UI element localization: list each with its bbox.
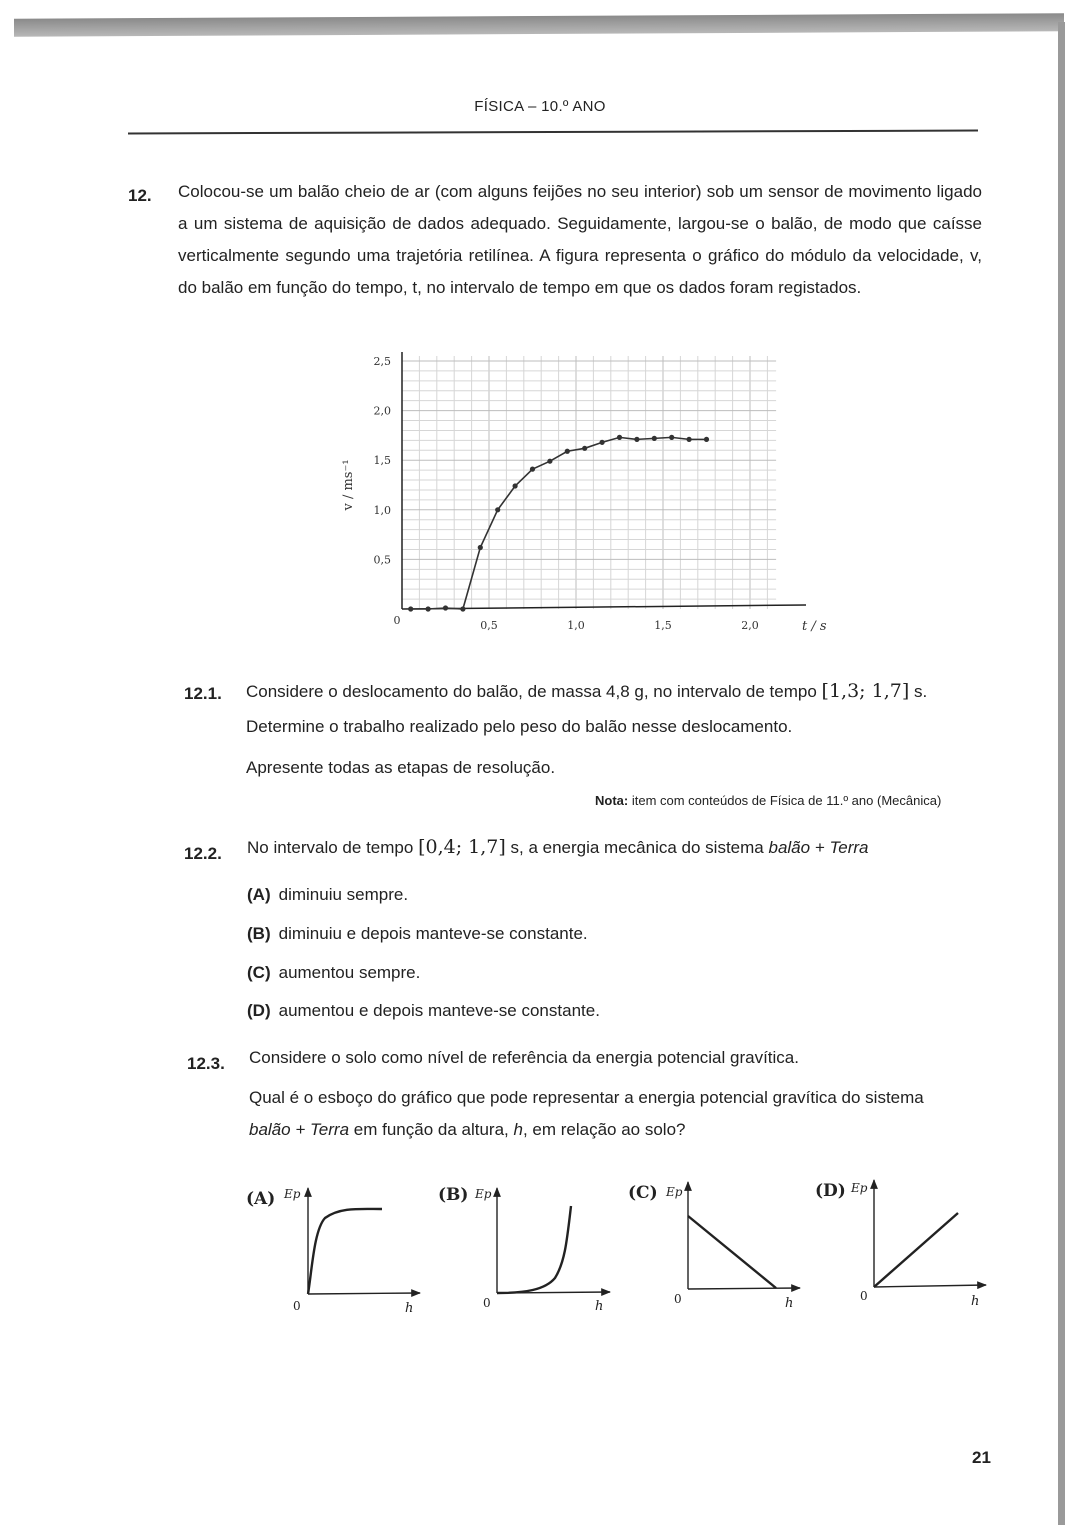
graph-b-xlabel: h (595, 1299, 604, 1314)
y-tick-label: 0,5 (373, 553, 391, 567)
question-12-3-line1: Considere o solo como nível de referência da energia potencial gravítica. (249, 1048, 799, 1067)
option-c-letter: (C) (247, 963, 271, 982)
graph-a-curve (308, 1209, 382, 1294)
graph-c-xlabel: h (785, 1296, 794, 1311)
data-point (443, 605, 448, 610)
data-point (478, 545, 483, 550)
x-tick-label: 1,5 (654, 619, 672, 632)
graph-a-letter: (A) (246, 1189, 276, 1209)
option-c[interactable] (247, 963, 420, 983)
graph-option-c (628, 1182, 800, 1311)
question-12-3-number: 12.3. (187, 1054, 225, 1073)
note-text: item com conteúdos de Física de 11.º ano (Mecânica) (631, 793, 942, 808)
question-12-1-note (595, 793, 941, 808)
graph-c-ylabel: Ep (666, 1185, 683, 1199)
question-12-text: Colocou-se um balão cheio de ar (com alguns feijões no seu interior) sob um sensor de movimento ligado a um sistema de aquisição de dados adequado. Seguidamente, largou-se o balão, de modo que caísse verticalmente segundo uma trajetória retilínea. A figura representa o gráfico do módulo da velocidade, v, do balão em função do tempo, t, no intervalo de tempo em que os dados foram registados. (178, 182, 982, 297)
q12-2-system: balão + Terra (768, 838, 869, 857)
q12-2-stem-pre: No intervalo de tempo (247, 838, 414, 857)
scan-right-edge (1058, 22, 1065, 1525)
scan-top-shadow (14, 13, 1064, 36)
x-tick-labels (480, 619, 759, 632)
q12-3-mid: em função da altura, (353, 1120, 509, 1139)
question-12-3-line3 (249, 1120, 686, 1140)
data-point (426, 606, 431, 611)
y-tick-label: 2,5 (373, 355, 391, 368)
q12-3-var: h (513, 1120, 523, 1139)
graph-c-origin: 0 (674, 1292, 682, 1306)
graph-a-ylabel: Ep (284, 1187, 301, 1201)
page-header: FÍSICA – 10.º ANO (474, 98, 606, 115)
option-d-letter: (D) (247, 1001, 271, 1020)
x-tick-label: 1,0 (567, 619, 585, 632)
velocity-series-line (411, 437, 707, 609)
data-point (600, 440, 605, 445)
graph-d-x-axis (874, 1285, 986, 1287)
data-point (687, 437, 692, 442)
graph-d-letter: (D) (815, 1181, 846, 1201)
graph-d-ylabel: Ep (851, 1181, 868, 1195)
data-point (530, 467, 535, 472)
data-point (652, 436, 657, 441)
graph-a-xlabel: h (405, 1301, 414, 1316)
option-b[interactable] (247, 924, 588, 944)
x-tick-label: 2,0 (741, 619, 759, 632)
graph-d-xlabel: h (971, 1294, 980, 1309)
graph-c-letter: (C) (628, 1183, 658, 1203)
page-number: 21 (972, 1448, 991, 1467)
x-axis (402, 605, 806, 609)
header-rule (128, 130, 978, 134)
question-12-1-line1 (246, 680, 927, 702)
q12-2-stem-post: s, a energia mecânica do sistema (510, 838, 764, 857)
chart-grid (402, 356, 776, 609)
graph-option-a (246, 1187, 420, 1316)
data-point (634, 437, 639, 442)
data-point (669, 435, 674, 440)
option-c-text: aumentou sempre. (278, 963, 421, 982)
question-12-1-number: 12.1. (184, 684, 222, 703)
y-tick-label: 1,5 (373, 454, 391, 468)
option-b-letter: (B) (247, 924, 271, 943)
graph-c-x-axis (688, 1288, 800, 1289)
option-a[interactable] (247, 885, 408, 905)
data-point (495, 507, 500, 512)
y-tick-label: 1,0 (373, 503, 391, 517)
q12-3-system: balão + Terra (249, 1120, 350, 1139)
y-tick-label: 2,0 (373, 404, 391, 418)
option-d[interactable] (247, 1001, 600, 1021)
x-tick-label: 0,5 (480, 619, 498, 632)
x-axis-label: t / s (802, 619, 827, 634)
data-point (565, 449, 570, 454)
q12-2-interval: [0,4; 1,7] (418, 836, 506, 858)
graph-b-x-axis (497, 1292, 610, 1293)
q12-3-post: , em relação ao solo? (522, 1120, 686, 1139)
q12-1-unit: s. (913, 682, 928, 701)
q12-1-interval: [1,3; 1,7] (821, 680, 910, 702)
data-point (547, 459, 552, 464)
option-a-letter: (A) (247, 885, 271, 904)
y-tick-labels (374, 355, 392, 566)
velocity-series-points (408, 435, 709, 612)
graph-option-d (815, 1180, 986, 1309)
question-12-1-line2: Determine o trabalho realizado pelo peso do balão nesse deslocamento. (246, 717, 793, 736)
graph-d-origin: 0 (860, 1289, 868, 1303)
question-12-2-number: 12.2. (184, 844, 222, 863)
question-12-2-stem (247, 836, 869, 858)
q12-1-line1-text: Considere o deslocamento do balão, de massa 4,8 g, no intervalo de tempo (246, 682, 817, 701)
option-b-text: diminuiu e depois manteve-se constante. (278, 924, 588, 943)
graph-b-origin: 0 (483, 1296, 491, 1310)
question-12-number: 12. (128, 186, 152, 205)
data-point (617, 435, 622, 440)
data-point (582, 446, 587, 451)
data-point (460, 606, 465, 611)
graph-b-curve (497, 1206, 571, 1293)
data-point (513, 483, 518, 488)
data-point (704, 437, 709, 442)
graph-option-b (438, 1185, 610, 1314)
question-12-1-line3: Apresente todas as etapas de resolução. (246, 758, 556, 777)
graph-a-x-axis (308, 1293, 420, 1294)
graph-a-origin: 0 (293, 1299, 301, 1313)
graph-c-line (688, 1216, 776, 1288)
option-a-text: diminuiu sempre. (278, 885, 409, 904)
data-point (408, 606, 413, 611)
graph-b-ylabel: Ep (475, 1187, 492, 1201)
y-axis-label: v / ms⁻¹ (341, 459, 356, 511)
x-axis-origin-label: 0 (393, 614, 401, 627)
option-d-text: aumentou e depois manteve-se constante. (278, 1001, 600, 1020)
note-label: Nota: (595, 793, 629, 808)
graph-b-letter: (B) (438, 1185, 469, 1205)
graph-d-line (874, 1213, 958, 1287)
question-12-3-line2: Qual é o esboço do gráfico que pode representar a energia potencial gravítica do sistema (249, 1088, 924, 1107)
